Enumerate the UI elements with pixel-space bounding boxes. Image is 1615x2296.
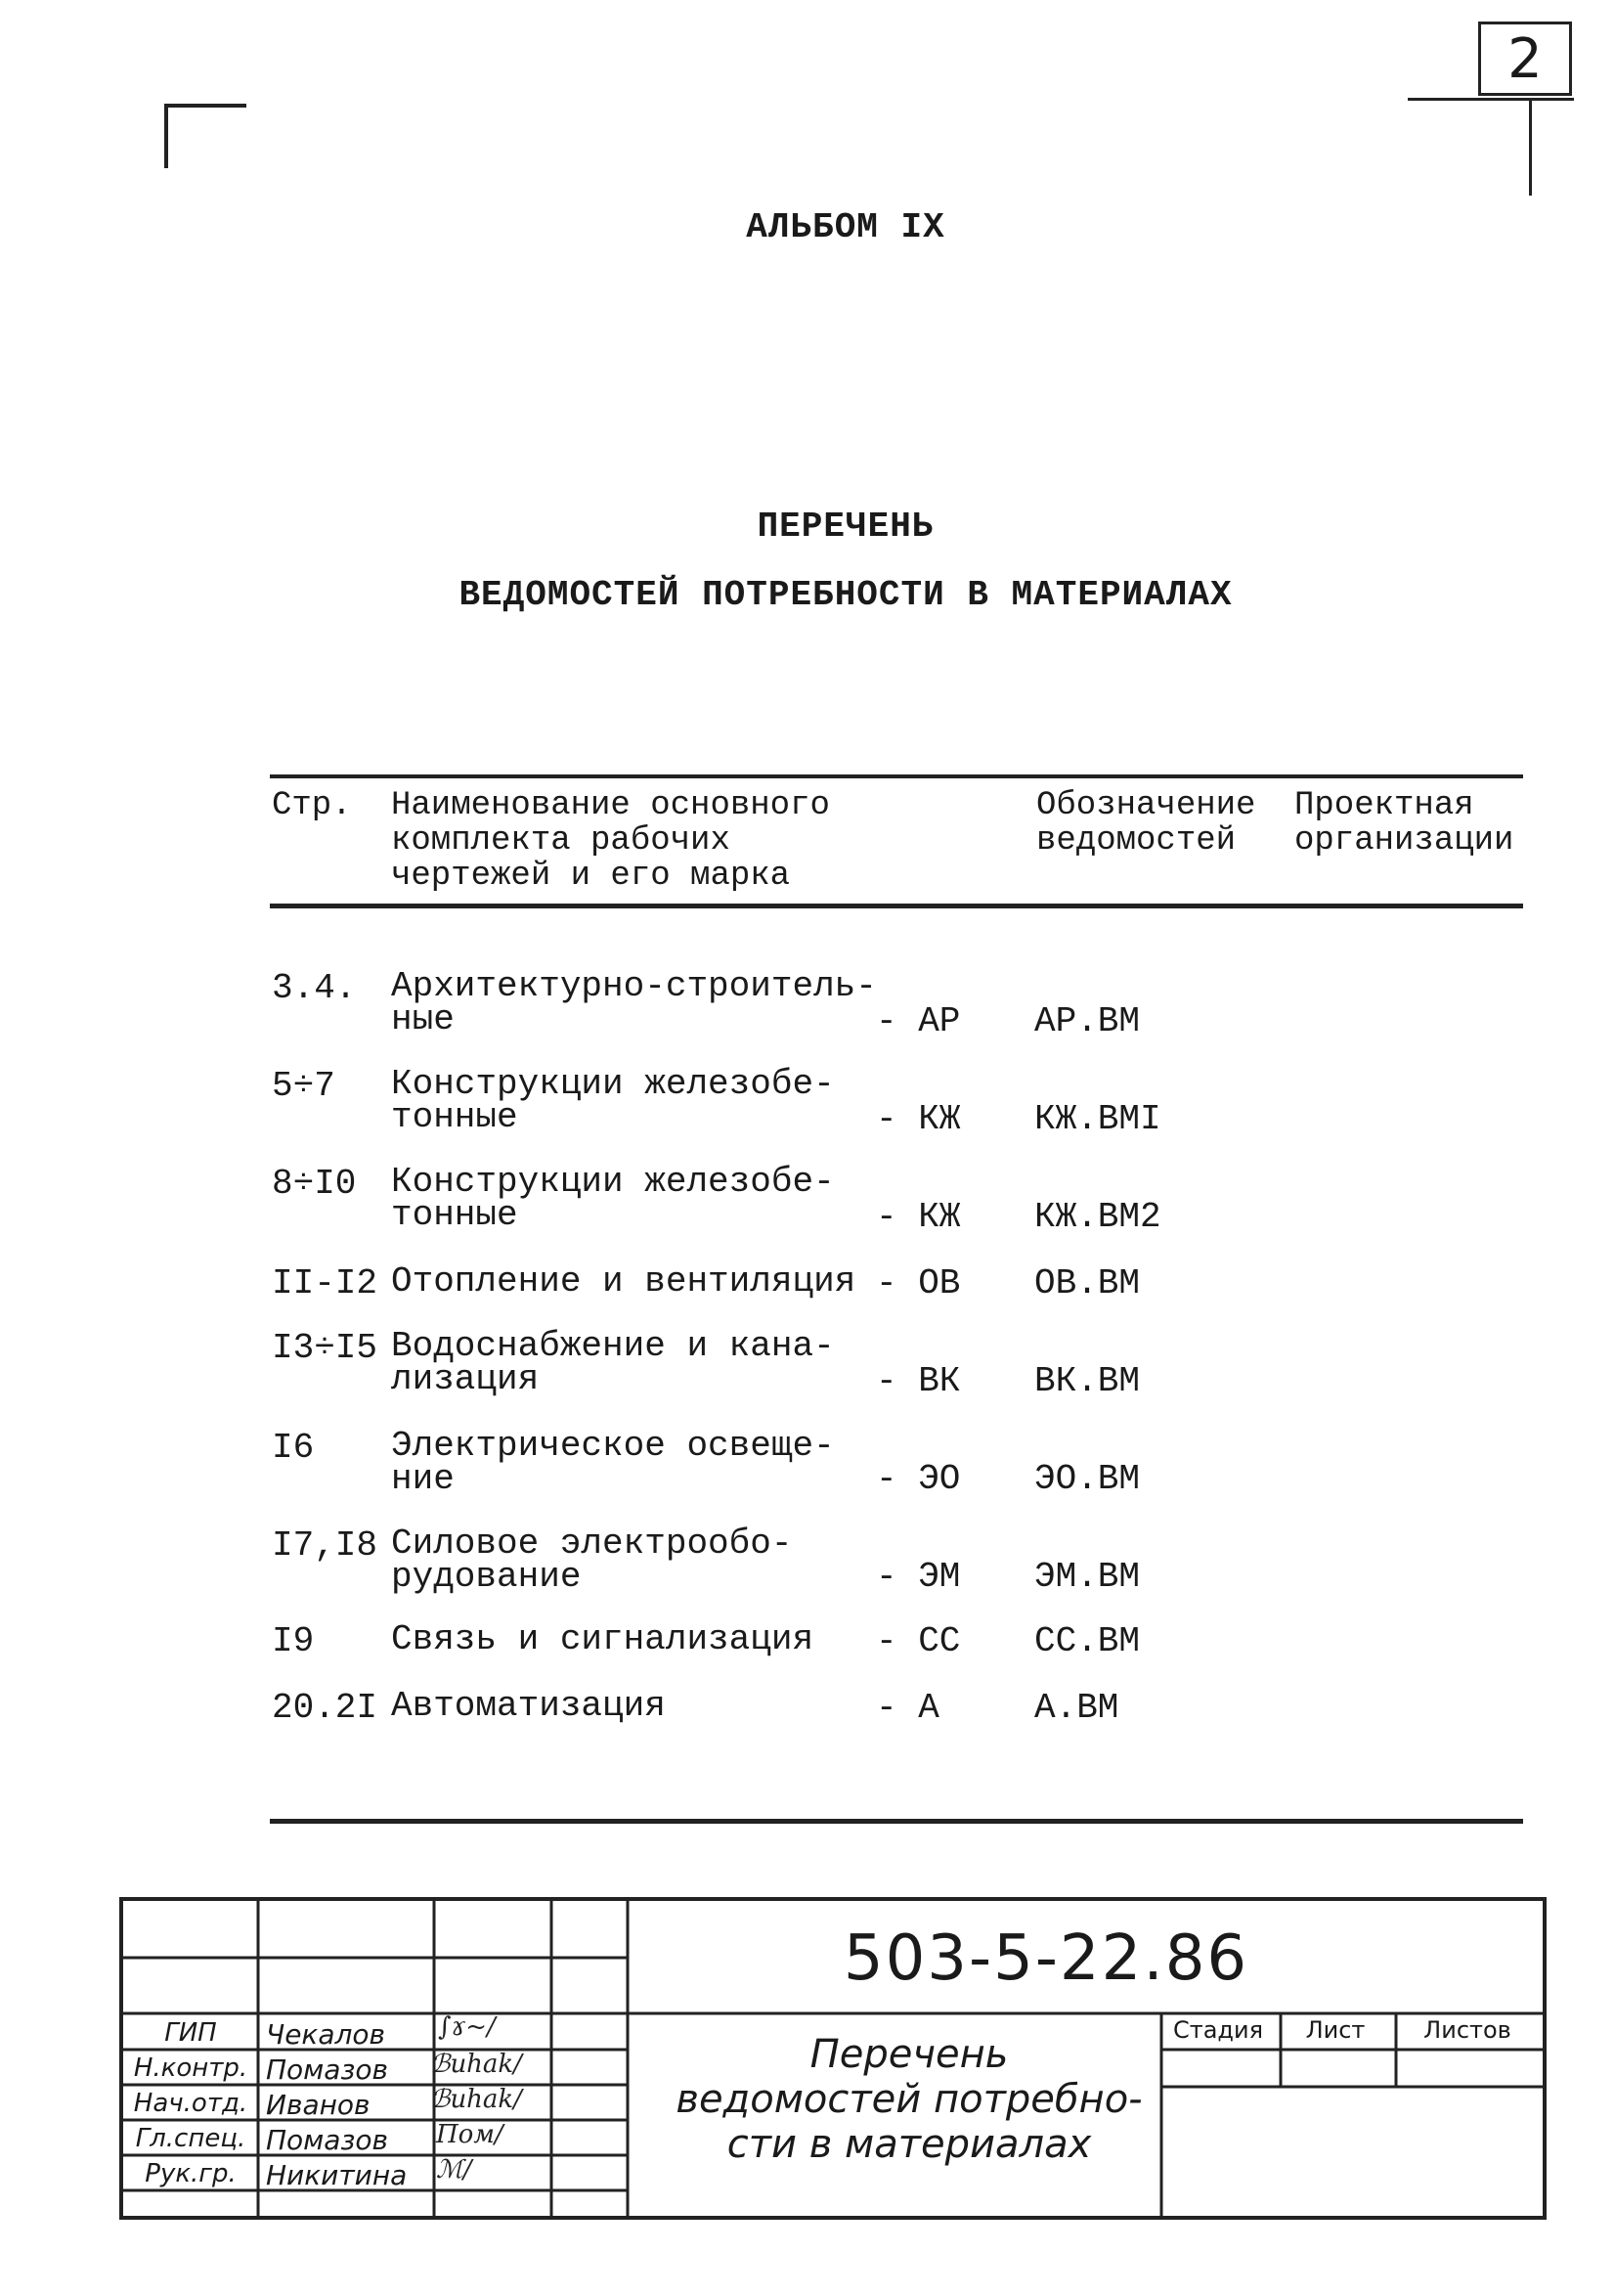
role-gl-spec: Гл.спец. — [135, 2124, 246, 2153]
row-page: 5÷7 — [272, 1066, 335, 1106]
header-name: Наименование основного комплекта рабочих чертежей и его марка — [391, 787, 830, 895]
page-number-tick — [1529, 98, 1532, 196]
row-mark: - КЖ — [876, 1197, 961, 1237]
signature: ℳ/ — [436, 2155, 472, 2185]
corner-mark-h — [164, 104, 246, 108]
row-designation: ОВ.ВМ — [1034, 1263, 1141, 1303]
row-designation: КЖ.ВМ2 — [1034, 1197, 1161, 1237]
row-designation: АР.ВМ — [1034, 1001, 1141, 1041]
row-mark: - ОВ — [876, 1263, 961, 1303]
album-title: АЛЬБОМ IX — [746, 207, 945, 247]
row-mark: - А — [876, 1688, 939, 1728]
role-n-kontr: Н.контр. — [133, 2053, 248, 2083]
table-bottom-rule — [270, 1819, 1523, 1824]
row-page: 3.4. — [272, 968, 357, 1008]
row-mark: - КЖ — [876, 1099, 961, 1139]
role-ruk-gr: Рук.гр. — [145, 2159, 237, 2188]
row-mark: - АР — [876, 1001, 961, 1041]
row-designation: СС.ВМ — [1034, 1621, 1141, 1661]
document-code: 503-5-22.86 — [843, 1922, 1249, 1995]
col-sheet: Лист — [1305, 2016, 1366, 2044]
row-page: I6 — [272, 1428, 315, 1468]
person-name: Помазов — [266, 2053, 388, 2086]
row-page: 8÷I0 — [272, 1164, 357, 1204]
row-name: Водоснабжение и кана- лизация — [391, 1326, 835, 1399]
row-page: 20.2I — [272, 1688, 378, 1728]
person-name: Помазов — [266, 2124, 388, 2156]
row-designation: КЖ.ВМI — [1034, 1099, 1161, 1139]
row-name: Отопление и вентиляция — [391, 1261, 856, 1302]
corner-mark-v — [164, 104, 168, 168]
page-number: 2 — [1478, 22, 1572, 96]
row-mark: - ВК — [876, 1361, 961, 1401]
row-mark: - ЭМ — [876, 1557, 961, 1597]
person-name: Чекалов — [266, 2018, 386, 2051]
row-name: Электрическое освеще- ние — [391, 1426, 835, 1499]
col-sheets: Листов — [1423, 2016, 1511, 2044]
row-mark: - ЭО — [876, 1459, 961, 1499]
table-header-rule — [270, 904, 1523, 908]
table-top-rule — [270, 774, 1523, 778]
list-title: ПЕРЕЧЕНЬ — [757, 507, 935, 547]
header-page: Стр. — [272, 787, 352, 824]
signature: ℬuhak/ — [430, 2050, 522, 2079]
col-stage: Стадия — [1172, 2016, 1264, 2044]
row-name: Автоматизация — [391, 1686, 666, 1726]
row-designation: ВК.ВМ — [1034, 1361, 1141, 1401]
header-organization: Проектная организации — [1294, 787, 1514, 860]
row-name: Силовое электрообо- рудование — [391, 1523, 793, 1597]
person-name: Никитина — [266, 2159, 408, 2191]
row-name: Связь и сигнализация — [391, 1619, 814, 1659]
list-subtitle: ВЕДОМОСТЕЙ ПОТРЕБНОСТИ В МАТЕРИАЛАХ — [458, 575, 1233, 615]
signature: ℬuhak/ — [430, 2085, 522, 2114]
row-page: I7,I8 — [272, 1525, 378, 1566]
signature: ∫ɤ~/ — [438, 2012, 496, 2042]
row-name: Конструкции железобе- тонные — [391, 1162, 835, 1235]
document-title: Перечень ведомостей потребно- сти в материалах — [676, 2032, 1143, 2167]
role-nach-otd: Нач.отд. — [133, 2089, 248, 2118]
row-page: II-I2 — [272, 1263, 378, 1303]
row-designation: ЭО.ВМ — [1034, 1459, 1141, 1499]
role-gip: ГИП — [164, 2018, 217, 2048]
page-number-rule — [1408, 98, 1574, 101]
signature: Пом/ — [436, 2120, 503, 2149]
header-designation: Обозначение ведомостей — [1036, 787, 1256, 860]
row-name: Архитектурно-строитель- ные — [391, 966, 877, 1039]
row-mark: - СС — [876, 1621, 961, 1661]
row-designation: А.ВМ — [1034, 1688, 1119, 1728]
row-page: I3÷I5 — [272, 1328, 378, 1368]
row-page: I9 — [272, 1621, 315, 1661]
row-designation: ЭМ.ВМ — [1034, 1557, 1141, 1597]
person-name: Иванов — [266, 2089, 371, 2121]
row-name: Конструкции железобе- тонные — [391, 1064, 835, 1137]
